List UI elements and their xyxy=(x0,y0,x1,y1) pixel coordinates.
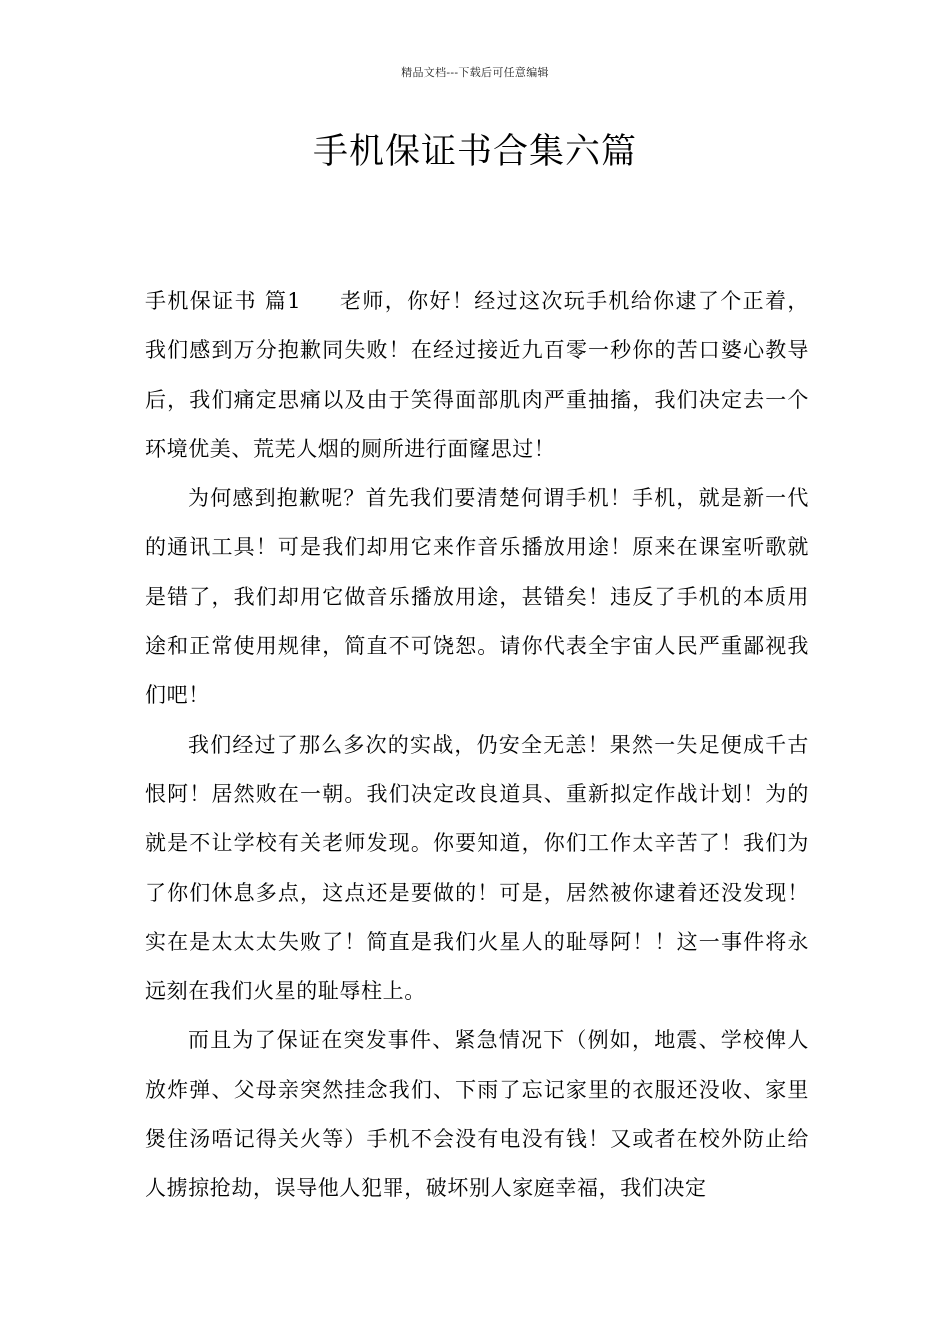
paragraph-1 xyxy=(145,277,809,474)
document-body xyxy=(145,277,809,1214)
paragraph-2: 为何感到抱歉呢？首先我们要清楚何谓手机！手机，就是新一代的通讯工具！可是我们却用它来作音乐播放用途！原来在课室听歌就是错了，我们却用它做音乐播放用途，甚错矣！违反了手机的本质用途和正常使用规律，简直不可饶恕。请你代表全宇宙人民严重鄙视我们吧！ xyxy=(145,486,809,708)
paragraph-4: 而且为了保证在突发事件、紧急情况下（例如，地震、学校俾人放炸弹、父母亲突然挂念我们、下雨了忘记家里的衣服还没收、家里煲住汤唔记得关火等）手机不会没有电没有钱！又或者在校外防止给人掳掠抢劫，误导他人犯罪，破坏别人家庭幸福，我们决定 xyxy=(145,1028,809,1201)
paragraph-1-text: 老师，你好！经过这次玩手机给你逮了个正着，我们感到万分抱歉同失败！在经过接近九百零一秒你的苦口婆心教导后，我们痛定思痛以及由于笑得面部肌肉严重抽搐，我们决定去一个环境优美、荒芜人烟的厕所进行面窿思过！ xyxy=(145,289,809,461)
document-title: 手机保证书合集六篇 xyxy=(312,132,637,172)
page-header-note: 精品文档---下载后可任意编辑 xyxy=(401,66,549,79)
section-label: 手机保证书 篇1 xyxy=(145,289,302,313)
paragraph-3: 我们经过了那么多次的实战，仍安全无恙！果然一失足便成千古恨阿！居然败在一朝。我们决定改良道具、重新拟定作战计划！为的就是不让学校有关老师发现。你要知道，你们工作太辛苦了！我们为了你们休息多点，这点还是要做的！可是，居然被你逮着还没发现！实在是太太太失败了！简直是我们火星人的耻辱阿！！这一事件将永远刻在我们火星的耻辱柱上。 xyxy=(145,732,809,1004)
